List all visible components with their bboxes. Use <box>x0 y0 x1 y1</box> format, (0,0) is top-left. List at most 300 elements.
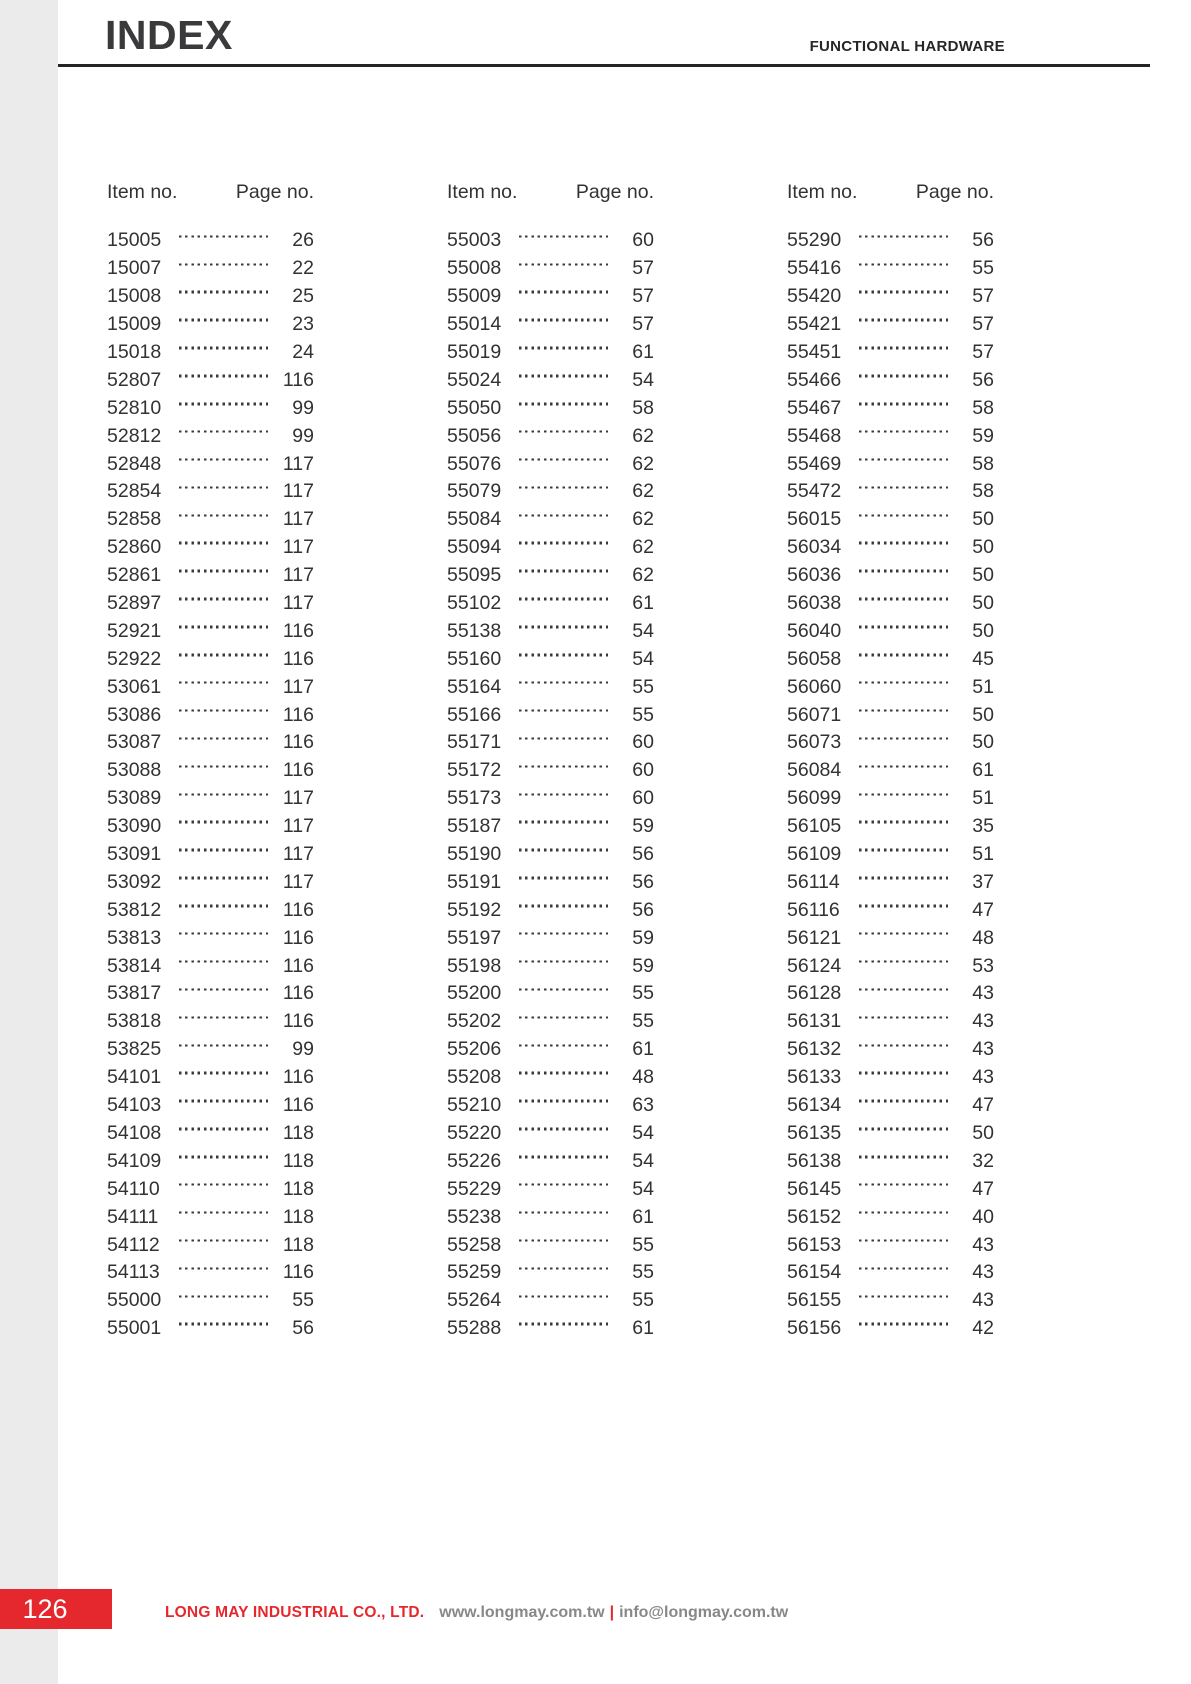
page-number: 58 <box>972 396 994 419</box>
page-no-header: Page no. <box>915 181 994 203</box>
index-row <box>107 311 314 339</box>
dotted-leader <box>859 737 948 740</box>
dotted-leader <box>519 1044 608 1047</box>
index-row <box>107 1008 314 1036</box>
dotted-leader <box>519 1211 608 1214</box>
item-number: 54113 <box>107 1261 160 1284</box>
dotted-leader <box>179 960 268 963</box>
page-number: 56 <box>632 843 654 866</box>
item-number: 53092 <box>107 870 162 893</box>
dotted-leader <box>179 1128 268 1131</box>
page-number: 43 <box>972 1289 994 1312</box>
page-number: 55 <box>632 703 654 726</box>
page-number: 118 <box>282 1149 314 1172</box>
dotted-leader <box>519 1156 608 1159</box>
index-row <box>787 1036 994 1064</box>
page-number: 43 <box>972 1010 994 1033</box>
index-row <box>447 394 654 422</box>
item-number: 55095 <box>447 564 502 587</box>
page-number: 37 <box>972 870 994 893</box>
index-row <box>447 562 654 590</box>
page-number: 57 <box>632 257 654 280</box>
dotted-leader <box>519 737 608 740</box>
dotted-leader <box>519 375 608 378</box>
item-number: 55191 <box>447 870 502 893</box>
dotted-leader <box>519 932 608 935</box>
page-number: 50 <box>972 564 994 587</box>
item-number: 56114 <box>787 870 840 893</box>
index-row <box>107 1036 314 1064</box>
page-number: 57 <box>632 285 654 308</box>
index-column-3 <box>787 178 994 1343</box>
dotted-leader <box>179 235 268 238</box>
page-number: 117 <box>282 592 314 615</box>
item-number: 15007 <box>107 257 162 280</box>
index-row <box>447 757 654 785</box>
item-number: 55200 <box>447 982 502 1005</box>
item-number: 56116 <box>787 898 840 921</box>
item-number: 55056 <box>447 424 502 447</box>
left-margin-strip <box>0 0 58 1684</box>
page-number: 54 <box>632 1177 654 1200</box>
index-row <box>447 841 654 869</box>
dotted-leader <box>519 849 608 852</box>
item-number: 52861 <box>107 564 162 587</box>
index-row <box>787 1120 994 1148</box>
index-row <box>447 952 654 980</box>
index-row <box>107 701 314 729</box>
page-number: 50 <box>972 1121 994 1144</box>
item-number: 55197 <box>447 926 502 949</box>
item-number: 56060 <box>787 675 842 698</box>
page-number: 50 <box>972 592 994 615</box>
page-number: 51 <box>972 675 994 698</box>
index-row <box>447 366 654 394</box>
dotted-leader <box>179 514 268 517</box>
dotted-leader <box>179 1295 268 1298</box>
dotted-leader <box>859 709 948 712</box>
page-number: 61 <box>632 1205 654 1228</box>
item-number: 56036 <box>787 564 842 587</box>
page-number: 43 <box>972 1038 994 1061</box>
dotted-leader <box>519 291 608 294</box>
dotted-leader <box>179 626 268 629</box>
index-row <box>107 1203 314 1231</box>
index-row <box>447 478 654 506</box>
item-number: 56038 <box>787 592 842 615</box>
index-row <box>787 422 994 450</box>
index-row <box>107 673 314 701</box>
index-row <box>787 617 994 645</box>
page-number: 117 <box>282 675 314 698</box>
index-row <box>787 785 994 813</box>
page-number: 54 <box>632 1149 654 1172</box>
page-number: 47 <box>972 898 994 921</box>
dotted-leader <box>179 1183 268 1186</box>
dotted-leader <box>179 1016 268 1019</box>
page-number: 57 <box>632 313 654 336</box>
dotted-leader <box>179 319 268 322</box>
index-row <box>447 1203 654 1231</box>
page-number: 35 <box>972 815 994 838</box>
index-row <box>787 339 994 367</box>
index-row <box>447 785 654 813</box>
page-number: 117 <box>282 452 314 475</box>
dotted-leader <box>179 263 268 266</box>
index-row <box>107 422 314 450</box>
page-number: 61 <box>972 759 994 782</box>
dotted-leader <box>179 291 268 294</box>
page-number: 56 <box>972 229 994 252</box>
page-number: 61 <box>632 1317 654 1340</box>
index-row <box>787 478 994 506</box>
dotted-leader <box>859 1295 948 1298</box>
item-number: 52810 <box>107 396 162 419</box>
page-number: 117 <box>282 536 314 559</box>
page-number: 47 <box>972 1094 994 1117</box>
dotted-leader <box>179 654 268 657</box>
dotted-leader <box>519 542 608 545</box>
dotted-leader <box>519 514 608 517</box>
dotted-leader <box>859 932 948 935</box>
dotted-leader <box>519 765 608 768</box>
index-row <box>787 701 994 729</box>
page-number: 50 <box>972 508 994 531</box>
page-number: 57 <box>972 341 994 363</box>
page-number: 61 <box>632 341 654 363</box>
page-number: 61 <box>632 592 654 615</box>
dotted-leader <box>519 486 608 489</box>
dotted-leader <box>519 235 608 238</box>
page-number: 62 <box>632 452 654 475</box>
index-row <box>787 952 994 980</box>
page-number: 118 <box>282 1205 314 1228</box>
item-number: 55210 <box>447 1094 502 1117</box>
index-row <box>447 673 654 701</box>
dotted-leader <box>179 1156 268 1159</box>
item-number: 55288 <box>447 1317 502 1340</box>
page-number: 116 <box>282 759 314 782</box>
page-no-header: Page no. <box>235 181 314 203</box>
index-row <box>447 617 654 645</box>
item-number: 15008 <box>107 285 162 308</box>
dotted-leader <box>859 1211 948 1214</box>
item-number: 55226 <box>447 1149 502 1172</box>
item-number: 55467 <box>787 396 842 419</box>
item-number: 55187 <box>447 815 502 838</box>
dotted-leader <box>519 1183 608 1186</box>
item-number: 55008 <box>447 257 502 280</box>
index-row <box>107 1175 314 1203</box>
dotted-leader <box>179 375 268 378</box>
dotted-leader <box>859 458 948 461</box>
page-number: 24 <box>292 341 314 363</box>
item-number: 52897 <box>107 592 162 615</box>
page-number: 54 <box>632 1121 654 1144</box>
item-number: 56134 <box>787 1094 842 1117</box>
index-row <box>447 924 654 952</box>
index-row <box>107 478 314 506</box>
index-row <box>447 1147 654 1175</box>
page-number: 116 <box>282 898 314 921</box>
page-number: 63 <box>632 1094 654 1117</box>
item-number: 15018 <box>107 341 162 363</box>
item-number: 56133 <box>787 1066 842 1089</box>
page-number: 117 <box>282 815 314 838</box>
index-row <box>107 394 314 422</box>
item-number: 54103 <box>107 1094 162 1117</box>
dotted-leader <box>859 319 948 322</box>
dotted-leader <box>859 905 948 908</box>
index-row <box>787 394 994 422</box>
page-number: 62 <box>632 508 654 531</box>
index-row <box>787 255 994 283</box>
dotted-leader <box>859 988 948 991</box>
item-number: 52922 <box>107 647 162 670</box>
dotted-leader <box>859 598 948 601</box>
page-number: 117 <box>282 480 314 503</box>
index-row <box>107 617 314 645</box>
contact-info <box>439 1604 788 1622</box>
dotted-leader <box>519 821 608 824</box>
item-number: 55198 <box>447 954 502 977</box>
page-number: 48 <box>972 926 994 949</box>
item-number: 55202 <box>447 1010 502 1033</box>
item-number: 53061 <box>107 675 162 698</box>
index-row <box>447 868 654 896</box>
page-number: 60 <box>632 229 654 252</box>
item-number: 53088 <box>107 759 162 782</box>
dotted-leader <box>179 486 268 489</box>
page-number: 58 <box>972 480 994 503</box>
index-row <box>787 896 994 924</box>
page-number: 59 <box>632 954 654 977</box>
item-number: 15005 <box>107 229 162 252</box>
item-number: 56109 <box>787 843 842 866</box>
dotted-leader <box>859 403 948 406</box>
page-number: 118 <box>282 1121 314 1144</box>
index-row <box>787 1064 994 1092</box>
page-number: 116 <box>282 1094 314 1117</box>
page-number: 116 <box>282 926 314 949</box>
index-row <box>787 366 994 394</box>
index-row <box>447 1259 654 1287</box>
dotted-leader <box>859 681 948 684</box>
index-row <box>107 980 314 1008</box>
item-number: 15009 <box>107 313 162 336</box>
page-number: 55 <box>632 1233 654 1256</box>
item-number: 55094 <box>447 536 502 559</box>
dotted-leader <box>859 1044 948 1047</box>
index-row <box>107 283 314 311</box>
dotted-leader <box>859 1267 948 1270</box>
item-number: 54111 <box>107 1205 159 1228</box>
page-number: 56 <box>972 368 994 391</box>
item-number: 56105 <box>787 815 842 838</box>
page-number: 62 <box>632 536 654 559</box>
page-number: 62 <box>632 480 654 503</box>
index-row <box>787 1175 994 1203</box>
page-number: 116 <box>282 703 314 726</box>
index-row <box>107 366 314 394</box>
item-no-header: Item no. <box>447 181 518 203</box>
index-row <box>107 1120 314 1148</box>
item-number: 55050 <box>447 396 502 419</box>
dotted-leader <box>859 821 948 824</box>
page-number: 57 <box>972 285 994 308</box>
index-row <box>787 311 994 339</box>
page-number: 50 <box>972 619 994 642</box>
dotted-leader <box>179 988 268 991</box>
dotted-leader <box>519 347 608 350</box>
dotted-leader <box>519 458 608 461</box>
page-title: INDEX <box>105 12 233 58</box>
index-row <box>447 506 654 534</box>
item-no-header: Item no. <box>107 181 178 203</box>
index-row <box>447 1315 654 1343</box>
column-header <box>787 178 994 206</box>
index-row <box>447 1287 654 1315</box>
page-number: 45 <box>972 647 994 670</box>
index-row <box>447 1008 654 1036</box>
dotted-leader <box>859 514 948 517</box>
page-number: 116 <box>282 368 314 391</box>
item-number: 55259 <box>447 1261 502 1284</box>
page-number: 40 <box>972 1205 994 1228</box>
index-row <box>107 506 314 534</box>
dotted-leader <box>859 849 948 852</box>
dotted-leader <box>179 709 268 712</box>
page-number: 50 <box>972 703 994 726</box>
dotted-leader <box>859 430 948 433</box>
page-number: 26 <box>292 229 314 252</box>
email-text: info@longmay.com.tw <box>619 1604 789 1621</box>
item-number: 52848 <box>107 452 162 475</box>
index-row <box>787 1259 994 1287</box>
index-row <box>787 729 994 757</box>
index-row <box>787 1315 994 1343</box>
index-row <box>447 980 654 1008</box>
dotted-leader <box>179 905 268 908</box>
item-number: 55102 <box>447 592 502 615</box>
dotted-leader <box>179 1100 268 1103</box>
page-number: 116 <box>282 1010 314 1033</box>
item-number: 55024 <box>447 368 502 391</box>
index-row <box>447 896 654 924</box>
item-number: 52807 <box>107 368 162 391</box>
item-number: 56152 <box>787 1205 842 1228</box>
page-number: 43 <box>972 1066 994 1089</box>
page-number: 58 <box>972 452 994 475</box>
dotted-leader <box>179 681 268 684</box>
item-number: 56154 <box>787 1261 842 1284</box>
page-number: 53 <box>972 954 994 977</box>
dotted-leader <box>179 793 268 796</box>
dotted-leader <box>519 905 608 908</box>
dotted-leader <box>859 1323 948 1326</box>
dotted-leader <box>859 765 948 768</box>
index-row <box>447 1064 654 1092</box>
page-number: 116 <box>282 731 314 754</box>
dotted-leader <box>179 430 268 433</box>
item-no-header: Item no. <box>787 181 858 203</box>
index-row <box>107 785 314 813</box>
item-number: 55469 <box>787 452 842 475</box>
page-number: 50 <box>972 536 994 559</box>
item-number: 54110 <box>107 1177 160 1200</box>
page-number: 116 <box>282 954 314 977</box>
page-no-header: Page no. <box>575 181 654 203</box>
item-number: 52858 <box>107 508 162 531</box>
dotted-leader <box>179 1072 268 1075</box>
index-row <box>447 1175 654 1203</box>
page-number: 99 <box>292 424 314 447</box>
item-number: 55173 <box>447 787 502 810</box>
index-row <box>107 562 314 590</box>
dotted-leader <box>179 849 268 852</box>
dotted-leader <box>519 1323 608 1326</box>
page-number: 48 <box>632 1066 654 1089</box>
item-number: 56131 <box>787 1010 842 1033</box>
dotted-leader <box>179 1323 268 1326</box>
column-header <box>447 178 654 206</box>
item-number: 53090 <box>107 815 162 838</box>
item-number: 56124 <box>787 954 842 977</box>
item-number: 52921 <box>107 619 162 642</box>
dotted-leader <box>859 1016 948 1019</box>
index-row <box>107 534 314 562</box>
dotted-leader <box>519 1100 608 1103</box>
page-number: 56 <box>292 1317 314 1340</box>
index-row <box>787 980 994 1008</box>
index-row <box>787 562 994 590</box>
page-number: 47 <box>972 1177 994 1200</box>
dotted-leader <box>859 486 948 489</box>
index-row <box>447 311 654 339</box>
dotted-leader <box>179 1267 268 1270</box>
index-row <box>107 1231 314 1259</box>
item-number: 53813 <box>107 926 162 949</box>
item-number: 56058 <box>787 647 842 670</box>
page-number: 116 <box>282 982 314 1005</box>
index-row <box>787 450 994 478</box>
item-number: 52860 <box>107 536 162 559</box>
column-header <box>107 178 314 206</box>
index-row <box>787 868 994 896</box>
page-number: 56 <box>632 898 654 921</box>
item-number: 56156 <box>787 1317 842 1340</box>
index-row <box>107 1147 314 1175</box>
dotted-leader <box>859 626 948 629</box>
item-number: 55264 <box>447 1289 502 1312</box>
page-number-badge: 126 <box>0 1589 112 1629</box>
item-number: 56153 <box>787 1233 842 1256</box>
index-row <box>787 757 994 785</box>
dotted-leader <box>179 877 268 880</box>
dotted-leader <box>859 375 948 378</box>
dotted-leader <box>179 570 268 573</box>
index-row <box>107 1259 314 1287</box>
index-row <box>787 534 994 562</box>
item-number: 55160 <box>447 647 502 670</box>
page-number: 54 <box>632 368 654 391</box>
website-text: www.longmay.com.tw <box>439 1604 605 1621</box>
page-number: 59 <box>632 926 654 949</box>
item-number: 56099 <box>787 787 842 810</box>
page-number: 62 <box>632 424 654 447</box>
page-footer <box>165 1593 788 1633</box>
index-row <box>447 422 654 450</box>
